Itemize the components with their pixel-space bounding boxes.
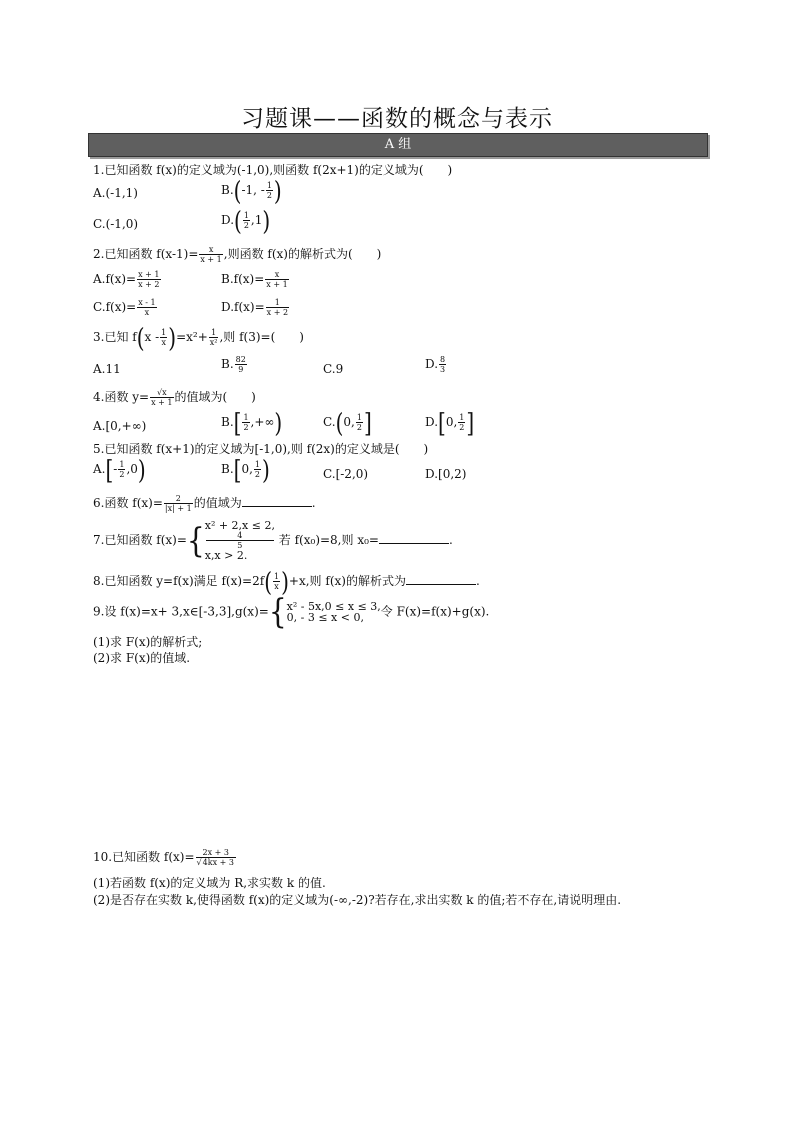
q3-option-c: C.9 bbox=[323, 362, 344, 376]
q1-option-d: D.( $\frac{1}{2}$ ,1) bbox=[221, 204, 271, 237]
question-7-stem: 7.已知函数 f(x)={ x² + 2,x ≤ 2, 4 5 x,x > 2. 若 f(x₀)=8,则 x₀= . bbox=[93, 519, 453, 562]
q5-option-d: D.[0,2) bbox=[425, 467, 467, 481]
question-10-part-2: (2)是否存在实数 k,使得函数 f(x)的定义域为(-∞,-2)?若存在,求出实数 k 的值;若不存在,请说明理由. bbox=[93, 893, 622, 907]
q5-option-b: B.[0, $\frac{1}{2}$ ) bbox=[221, 453, 270, 486]
question-9-stem: 9.设 f(x)=x+ 3,x∈[-3,3],g(x)={ x² - 5x,0 ≤ x ≤ 3, 0, - 3 ≤ x < 0, 令 F(x)=f(x)+g(x). bbox=[93, 591, 490, 632]
question-3-stem: 3.已知 f(x - $\frac{1}{x}$ )=x²+ $\frac{1}{\text{x²}}$ ,则 f(3)=( ) bbox=[93, 321, 304, 354]
answer-blank bbox=[242, 494, 312, 507]
q5-option-a: A.[- $\frac{1}{2}$ ,0) bbox=[93, 453, 146, 486]
section-header-bar bbox=[88, 133, 708, 157]
question-9-part-2: (2)求 F(x)的值域. bbox=[93, 651, 191, 665]
q1-option-b: B.(-1, - $\frac{1}{2}$ ) bbox=[221, 174, 282, 207]
answer-blank bbox=[406, 572, 476, 585]
section-header-label: A 组 bbox=[384, 137, 412, 152]
q1-option-c: C.(-1,0) bbox=[93, 217, 139, 231]
question-10-stem: 10.已知函数 f(x)= $\frac{2x + 3}{√4kx + 3}$ bbox=[93, 848, 234, 867]
q2-option-c: C.f(x)= $\frac{x - 1}{x}$ bbox=[93, 298, 156, 317]
q2-option-a: A.f(x)= $\frac{x + 1}{x + 2}$ bbox=[93, 270, 160, 289]
question-6-stem: 6.函数 f(x)= $\frac{2}{|x| + 1}$ 的值域为 . bbox=[93, 494, 316, 513]
q4-option-b: B.[ $\frac{1}{2}$ ,+∞) bbox=[221, 406, 283, 439]
q4-option-d: D.[0, $\frac{1}{2}$ ] bbox=[425, 406, 475, 439]
question-8-stem: 8.已知函数 y=f(x)满足 f(x)=2f( $\frac{1}{x}$ )+x,则 f(x)的解析式为 . bbox=[93, 565, 480, 598]
question-9-part-1: (1)求 F(x)的解析式; bbox=[93, 635, 203, 649]
q2-option-b: B.f(x)= $\frac{x}{x + 1}$ bbox=[221, 270, 288, 289]
question-5-stem: 5.已知函数 f(x+1)的定义域为[-1,0),则 f(2x)的定义域是( ) bbox=[93, 442, 429, 456]
question-10-part-1: (1)若函数 f(x)的定义域为 R,求实数 k 的值. bbox=[93, 876, 326, 890]
q2-option-d: D.f(x)= $\frac{1}{x + 2}$ bbox=[221, 298, 289, 317]
page-title: 习题课——函数的概念与表示 bbox=[241, 106, 553, 132]
question-1-stem: 1.已知函数 f(x)的定义域为(-1,0),则函数 f(2x+1)的定义域为( ) bbox=[93, 163, 453, 177]
q1-option-a: A.(-1,1) bbox=[93, 186, 138, 200]
q4-option-c: C.(0, $\frac{1}{2}$ ] bbox=[323, 406, 372, 439]
q4-option-a: A.[0,+∞) bbox=[93, 419, 147, 433]
question-2-stem: 2.已知函数 f(x-1)= $\frac{x}{x + 1}$ ,则函数 f(x)的解析式为( ) bbox=[93, 245, 382, 264]
q5-option-c: C.[-2,0) bbox=[323, 467, 369, 481]
q3-option-b: B. $\frac{82}{9}$ bbox=[221, 355, 246, 374]
answer-blank bbox=[379, 531, 449, 544]
q3-option-a: A.11 bbox=[93, 362, 121, 376]
question-4-stem: 4.函数 y= $\frac{√x}{x + 1}$ 的值域为( ) bbox=[93, 388, 256, 407]
q3-option-d: D. $\frac{8}{3}$ bbox=[425, 355, 446, 374]
